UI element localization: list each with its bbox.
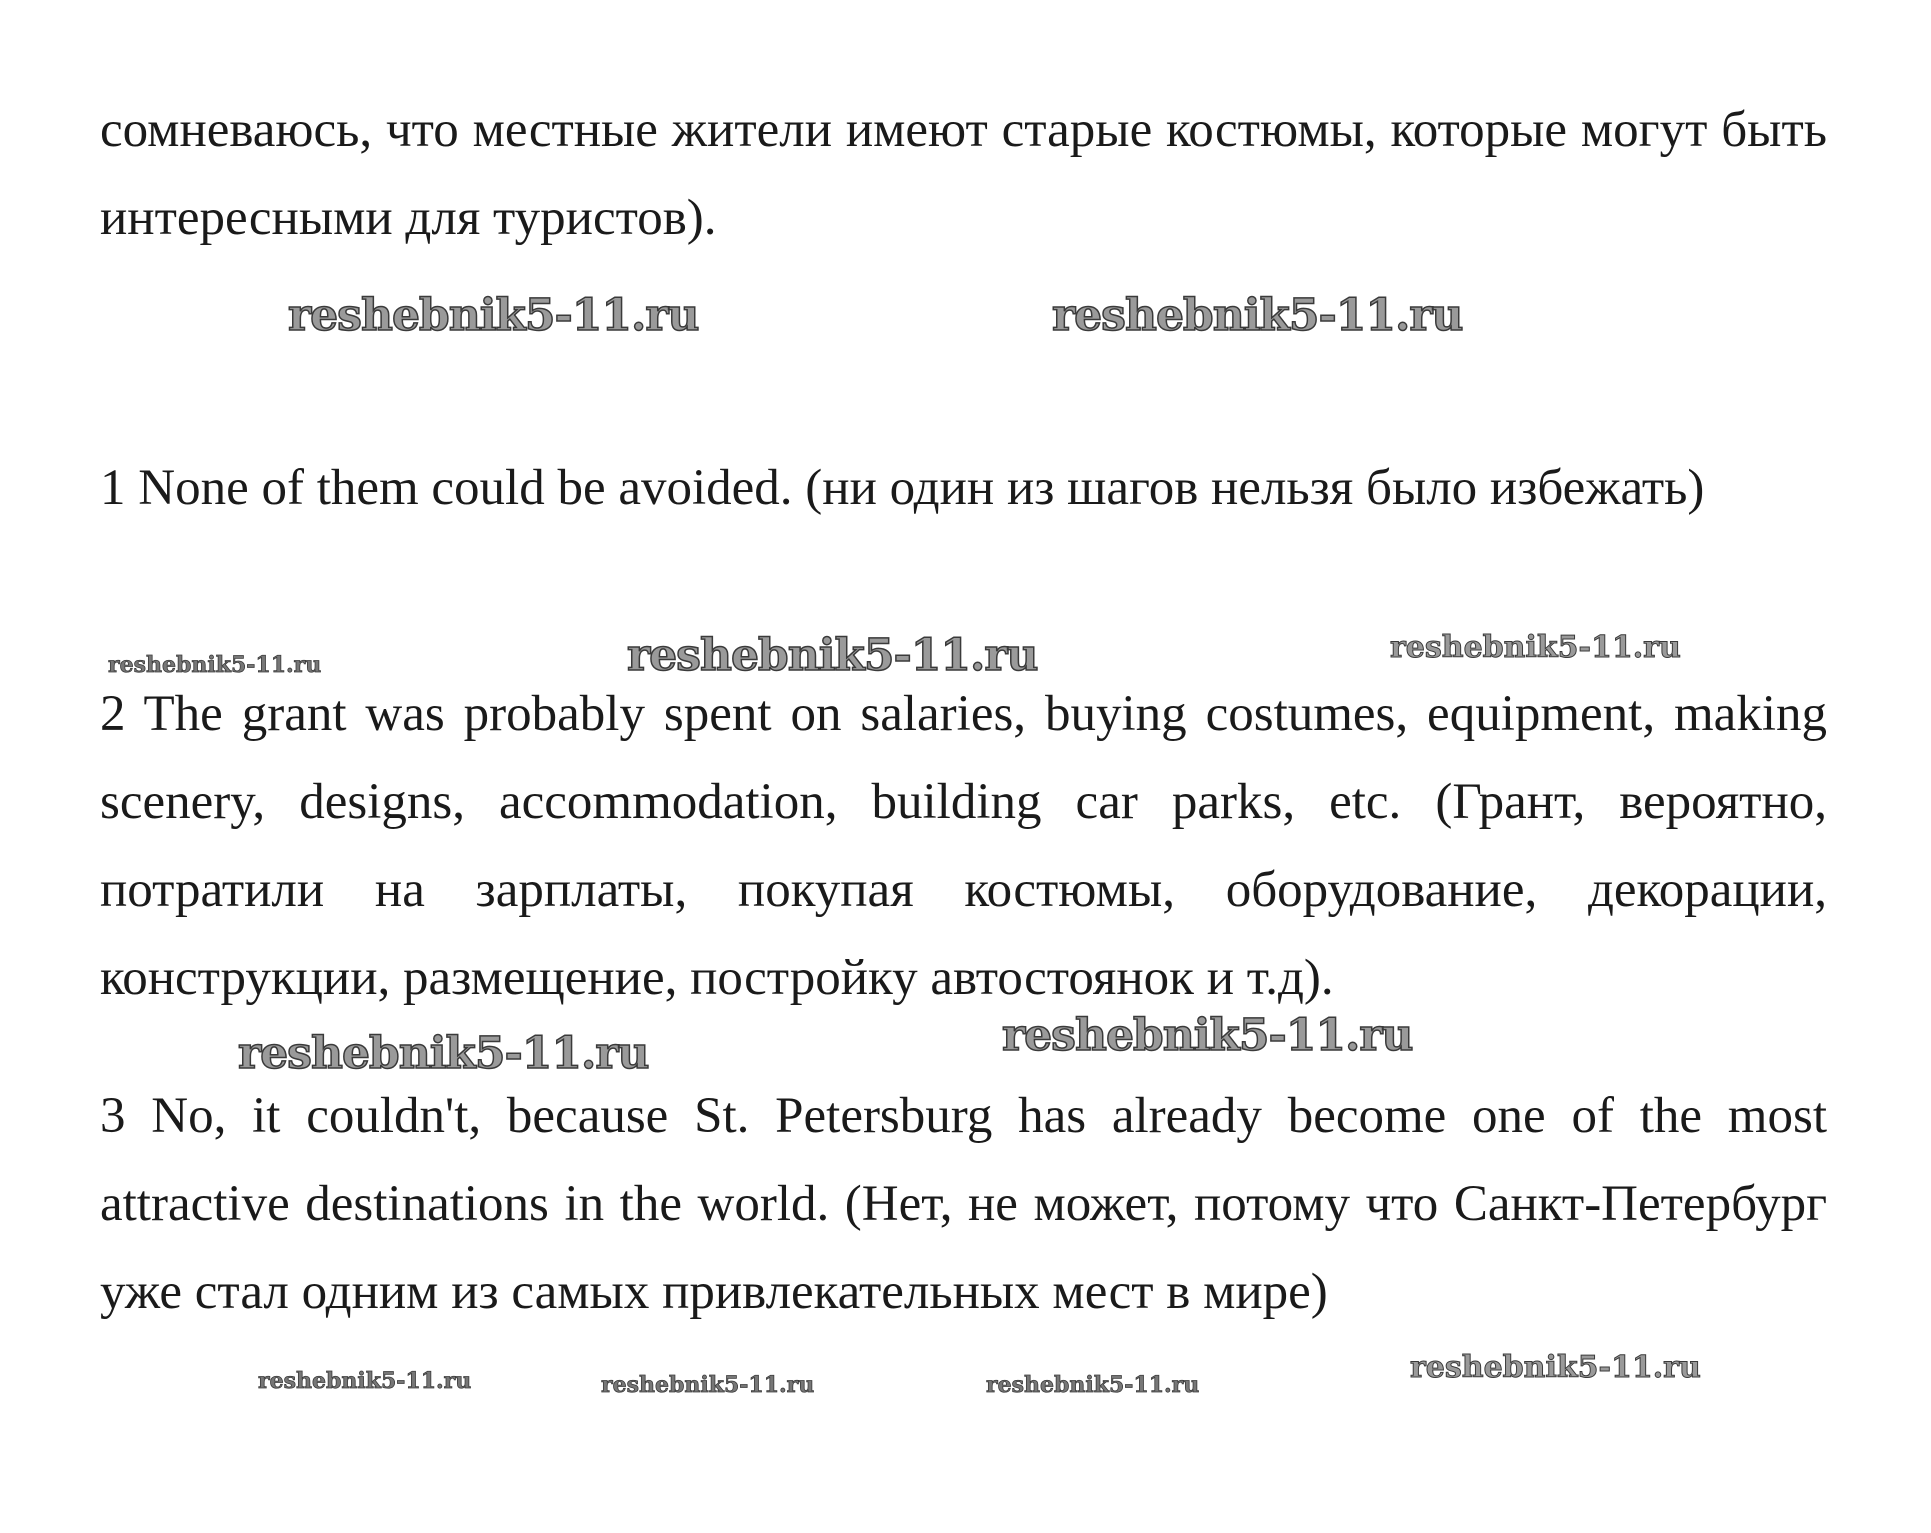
intro-paragraph: сомневаюсь, что местные жители имеют старые костюмы, которые могут быть интересными для туристов). xyxy=(100,102,1827,246)
watermark: reshebnik5-11.ru xyxy=(1052,290,1463,341)
watermark: reshebnik5-11.ru xyxy=(108,652,322,678)
answer-2-paragraph: 2 The grant was probably spent on salaries, buying costumes, equipment, making scenery, designs, accommodation, building car parks, etc. (Грант, вероятно, потратили на зарплаты, покупая костюмы, оборудование, декорации, конструкции, размещение, постройку автостоянок и т.д). xyxy=(100,686,1827,1006)
watermark: reshebnik5-11.ru xyxy=(288,290,699,341)
watermark: reshebnik5-11.ru xyxy=(601,1372,815,1398)
watermark: reshebnik5-11.ru xyxy=(627,630,1038,681)
watermark: reshebnik5-11.ru xyxy=(1002,1010,1413,1061)
answer-1-paragraph: 1 None of them could be avoided. (ни один из шагов нельзя было избежать) xyxy=(100,460,1705,516)
watermark: reshebnik5-11.ru xyxy=(1410,1350,1701,1385)
watermark: reshebnik5-11.ru xyxy=(986,1372,1200,1398)
watermark: reshebnik5-11.ru xyxy=(258,1368,472,1394)
watermark: reshebnik5-11.ru xyxy=(238,1028,649,1079)
answer-3-paragraph: 3 No, it couldn't, because St. Petersburg has already become one of the most attractive destinations in the world. (Нет, не может, потому что Санкт-Петербург уже стал одним из самых привлекательных мест в мире) xyxy=(100,1088,1827,1320)
watermark: reshebnik5-11.ru xyxy=(1390,630,1681,665)
